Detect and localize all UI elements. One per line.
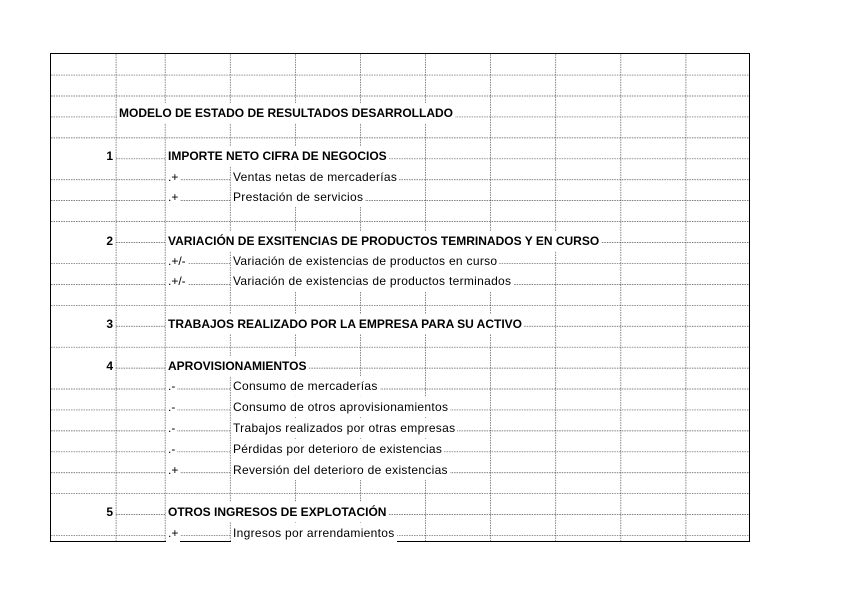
item-label: Ingresos por arrendamientos [231,523,397,543]
item-label: Ventas netas de mercaderías [231,167,399,187]
item-sign: .+/- [166,251,188,271]
section-number: 5 [51,502,115,522]
spreadsheet-grid [50,53,750,542]
section-number: 2 [51,231,115,251]
item-label: Variación de existencias de productos en curso [231,251,499,271]
item-sign: .+ [166,167,180,187]
section-heading: VARIACIÓN DE EXSITENCIAS DE PRODUCTOS TEMRINADOS Y EN CURSO [166,231,601,251]
item-label: Trabajos realizados por otras empresas [231,418,457,438]
item-label: Prestación de servicios [231,187,365,207]
item-sign: .+ [166,187,180,207]
section-number: 4 [51,356,115,376]
item-label: Consumo de otros aprovisionamientos [231,397,450,417]
document-title: MODELO DE ESTADO DE RESULTADOS DESARROLLADO [117,103,455,123]
item-label: Pérdidas por deterioro de existencias [231,439,444,459]
section-heading: IMPORTE NETO CIFRA DE NEGOCIOS [166,146,389,166]
section-heading: OTROS INGRESOS DE EXPLOTACIÓN [166,502,388,522]
item-label: Consumo de mercaderías [231,376,380,396]
item-sign: .- [166,376,177,396]
section-number: 3 [51,314,115,334]
item-sign: .+/- [166,271,188,291]
item-sign: .+ [166,460,180,480]
item-sign: .- [166,439,177,459]
section-heading: APROVISIONAMIENTOS [166,356,308,376]
section-heading: TRABAJOS REALIZADO POR LA EMPRESA PARA SU ACTIVO [166,314,524,334]
item-sign: .- [166,397,177,417]
item-sign: .- [166,418,177,438]
item-label: Reversión del deterioro de existencias [231,460,450,480]
item-sign: .+ [166,523,180,543]
item-label: Variación de existencias de productos terminados [231,271,513,291]
section-number: 1 [51,146,115,166]
